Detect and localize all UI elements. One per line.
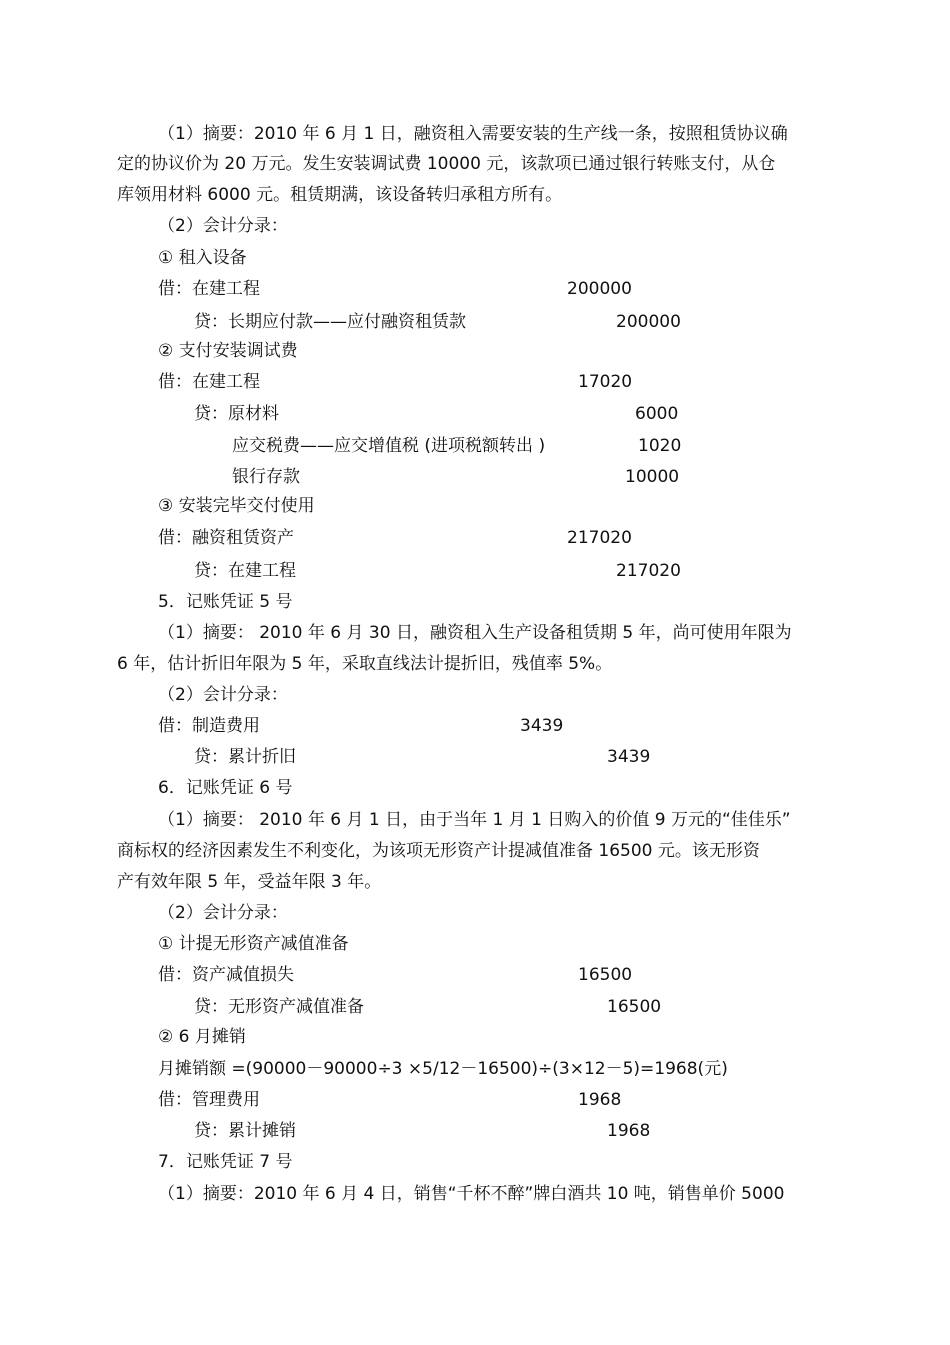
- entry-amount: 200000: [616, 312, 681, 332]
- text-line: 6 年，估计折旧年限为 5 年，采取直线法计提折旧，残值率 5%。: [117, 654, 613, 674]
- text-line: 库领用材料 6000 元。租赁期满，该设备转归承租方所有。: [117, 185, 563, 205]
- entry-credit-sub-label: 银行存款: [232, 467, 300, 487]
- text-line: （2）会计分录：: [158, 685, 288, 705]
- section-heading: 7．记账凭证 7 号: [158, 1152, 293, 1172]
- text-line: （2）会计分录：: [158, 216, 288, 236]
- entry-debit-label: 借：融资租赁资产: [158, 528, 294, 548]
- entry-amount: 1968: [607, 1121, 651, 1141]
- formula-line: 月摊销额 =(90000－90000÷3 ×5/12－16500)÷(3×12－5)=1968(元): [158, 1059, 728, 1079]
- section-heading: 6．记账凭证 6 号: [158, 778, 293, 798]
- text-line: （1）摘要：2010 年 6 月 1 日，融资租入需要安装的生产线一条，按照租赁协议确: [158, 124, 788, 144]
- entry-debit-label: 借：管理费用: [158, 1090, 260, 1110]
- text-line: 商标权的经济因素发生不利变化，为该项无形资产计提减值准备 16500 元。该无形资: [117, 841, 760, 861]
- entry-amount: 1020: [638, 436, 682, 456]
- entry-amount: 217020: [567, 528, 632, 548]
- text-line: ① 租入设备: [158, 248, 247, 268]
- entry-debit-label: 借：制造费用: [158, 716, 260, 736]
- text-line: ② 支付安装调试费: [158, 341, 298, 361]
- text-line: （1）摘要：2010 年 6 月 4 日，销售“千杯不醉”牌白酒共 10 吨，销售单价 5000: [158, 1184, 785, 1204]
- entry-credit-label: 贷：在建工程: [194, 561, 296, 581]
- entry-amount: 1968: [578, 1090, 622, 1110]
- entry-amount: 3439: [520, 716, 564, 736]
- entry-amount: 6000: [635, 404, 679, 424]
- text-line: （2）会计分录：: [158, 903, 288, 923]
- entry-debit-label: 借：资产减值损失: [158, 965, 294, 985]
- entry-amount: 16500: [607, 997, 662, 1017]
- entry-credit-label: 贷：原材料: [194, 404, 279, 424]
- text-line: 定的协议价为 20 万元。发生安装调试费 10000 元，该款项已通过银行转账支付，从仓: [117, 154, 776, 174]
- entry-amount: 16500: [578, 965, 633, 985]
- text-line: （1）摘要： 2010 年 6 月 1 日，由于当年 1 月 1 日购入的价值 9 万元的“佳佳乐”: [158, 810, 791, 830]
- text-line: 产有效年限 5 年，受益年限 3 年。: [117, 872, 382, 892]
- entry-debit-label: 借：在建工程: [158, 279, 260, 299]
- text-line: ③ 安装完毕交付使用: [158, 496, 315, 516]
- text-line: ② 6 月摊销: [158, 1027, 246, 1047]
- entry-amount: 17020: [578, 372, 633, 392]
- entry-amount: 3439: [607, 747, 651, 767]
- entry-credit-sub-label: 应交税费——应交增值税 (进项税额转出 ): [232, 436, 546, 456]
- entry-credit-label: 贷：无形资产减值准备: [194, 997, 364, 1017]
- entry-amount: 200000: [567, 279, 632, 299]
- text-line: （1）摘要： 2010 年 6 月 30 日，融资租入生产设备租赁期 5 年，尚可使用年限为: [158, 623, 792, 643]
- entry-credit-label: 贷：长期应付款——应付融资租赁款: [194, 312, 466, 332]
- entry-credit-label: 贷：累计折旧: [194, 747, 296, 767]
- entry-credit-label: 贷：累计摊销: [194, 1121, 296, 1141]
- entry-amount: 217020: [616, 561, 681, 581]
- section-heading: 5．记账凭证 5 号: [158, 592, 293, 612]
- entry-amount: 10000: [625, 467, 680, 487]
- text-line: ① 计提无形资产减值准备: [158, 934, 349, 954]
- entry-debit-label: 借：在建工程: [158, 372, 260, 392]
